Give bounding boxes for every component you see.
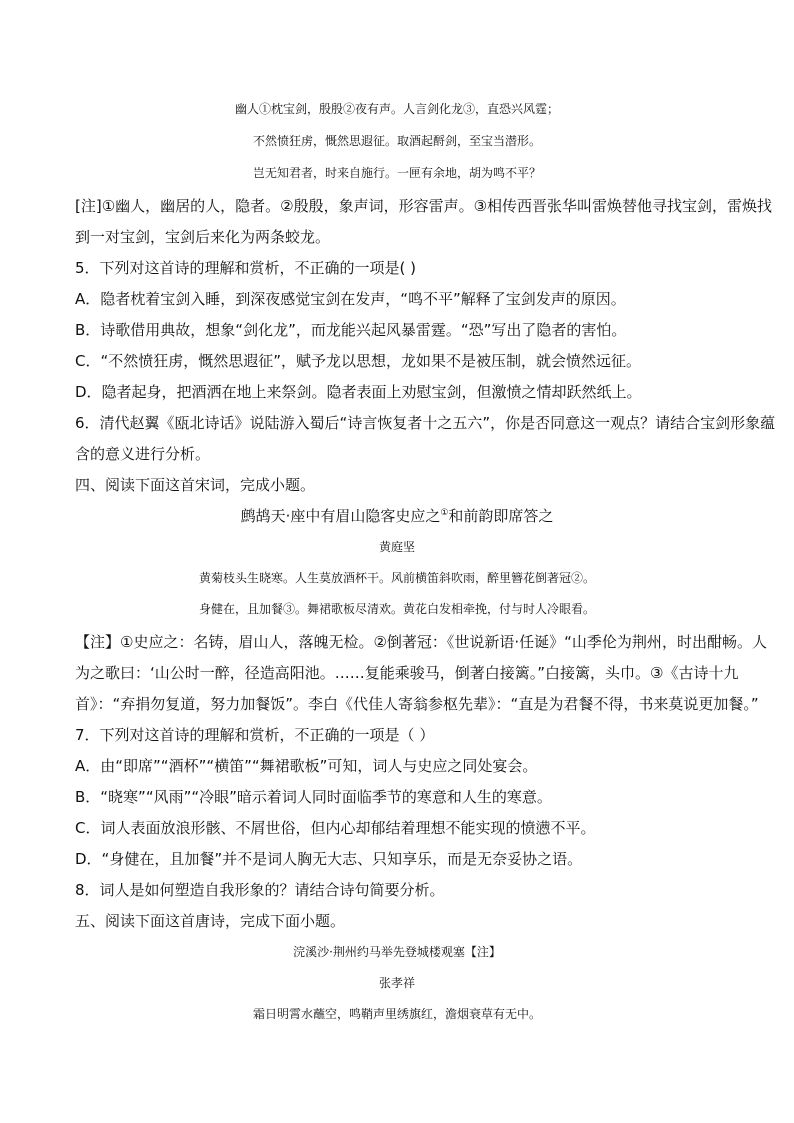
question-5-stem: 5．下列对这首诗的理解和赏析，不正确的一项是( ): [75, 259, 417, 277]
poem-line-2: 不然愤狂虏，慨然思遐征。取酒起酹剑，至宝当潜形。: [252, 134, 541, 148]
tang-poem-line-1: 霜日明霄水蘸空，鸣鞘声里绣旗红，澹烟衰草有无中。: [252, 1007, 541, 1021]
ci-title-part-1: 鹧鸪天·座中有眉山隐客史应之: [240, 507, 441, 525]
ci-title: [0, 506, 794, 526]
poem-note-line-1: [注]①幽人，幽居的人，隐者。②殷殷，象声词，形容雷声。③相传西晋张华叫雷焕替他寻找宝剑，雷焕找: [75, 197, 773, 215]
ci-line-2: 身健在，且加餐③。舞裙歌板尽清欢。黄花白发相牵挽，付与时人冷眼看。: [198, 602, 595, 616]
poem-line-3: 岂无知君者，时来自施行。一匣有余地，胡为鸣不平？: [252, 166, 541, 180]
question-7-option-b: B．“晓寒”“风雨”“冷眼”暗示着词人同时面临季节的寒意和人生的寒意。: [75, 788, 552, 806]
question-6-line-2: 含的意义进行分析。: [75, 445, 211, 463]
question-5-option-b: B．诗歌借用典故，想象“剑化龙”，而龙能兴起风暴雷霆。“恐”写出了隐者的害怕。: [75, 321, 627, 339]
ci-note-line-1: 【注】①史应之：名铸，眉山人，落魄无检。②倒著冠：《世说新语·任诞》“山季伦为荆州，时出酣畅。人: [75, 633, 767, 651]
ci-note-line-3: 首》：“弃捐勿复道，努力加餐饭”。李白《代佳人寄翁参枢先辈》：“直是为君餐不得，书来莫说更加餐。”: [75, 695, 759, 713]
ci-line-1: 黄菊枝头生晓寒。人生莫放酒杯干。风前横笛斜吹雨，醉里簪花倒著冠②。: [198, 571, 595, 585]
question-7-option-d: D．“身健在，且加餐”并不是词人胸无大志、只知享乐，而是无奈妥协之语。: [75, 850, 583, 868]
ci-title-footnote-mark: ①: [440, 508, 449, 518]
ci-title-part-2: 和前韵即席答之: [448, 507, 554, 525]
question-7-option-c: C．词人表面放浪形骸、不屑世俗，但内心却郁结着理想不能实现的愤懑不平。: [75, 819, 596, 837]
question-5-option-d: D．隐者起身，把酒洒在地上来祭剑。隐者表面上劝慰宝剑，但激愤之情却跃然纸上。: [75, 383, 642, 401]
question-7-stem: 7．下列对这首诗的理解和赏析，不正确的一项是（ ）: [75, 726, 435, 744]
question-5-option-c: C．“不然愤狂虏，慨然思遐征”，赋予龙以思想，龙如果不是被压制，就会愤然远征。: [75, 352, 642, 370]
poem-line-1: 幽人①枕宝剑，殷殷②夜有声。人言剑化龙③，直恐兴风霆；: [234, 102, 559, 116]
question-7-option-a: A．由“即席”“酒杯”“横笛”“舞裙歌板”可知，词人与史应之同处宴会。: [75, 757, 538, 775]
poem-note-line-2: 到一对宝剑，宝剑后来化为两条蛟龙。: [75, 228, 331, 246]
section-4-heading: 四、阅读下面这首宋词，完成小题。: [75, 476, 316, 494]
question-8-stem: 8．词人是如何塑造自我形象的？请结合诗句简要分析。: [75, 881, 445, 899]
tang-poem-author: 张孝祥: [378, 976, 415, 990]
ci-note-line-2: 为之歌曰：‘山公时一醉，径造高阳池。……复能乘骏马，倒著白接篱。”白接篱，头巾。③《古诗十九: [75, 664, 739, 682]
question-5-option-a: A．隐者枕着宝剑入睡，到深夜感觉宝剑在发声，“鸣不平”解释了宝剑发声的原因。: [75, 290, 626, 308]
ci-author: 黄庭坚: [378, 540, 415, 554]
question-6-line-1: 6．清代赵翼《瓯北诗话》说陆游入蜀后“诗言恢复者十之五六”，你是否同意这一观点？请结合宝剑形象蕴: [75, 414, 776, 432]
tang-poem-title: 浣溪沙·荆州约马举先登城楼观塞【注】: [293, 945, 501, 959]
section-5-heading: 五、阅读下面这首唐诗，完成下面小题。: [75, 912, 346, 930]
